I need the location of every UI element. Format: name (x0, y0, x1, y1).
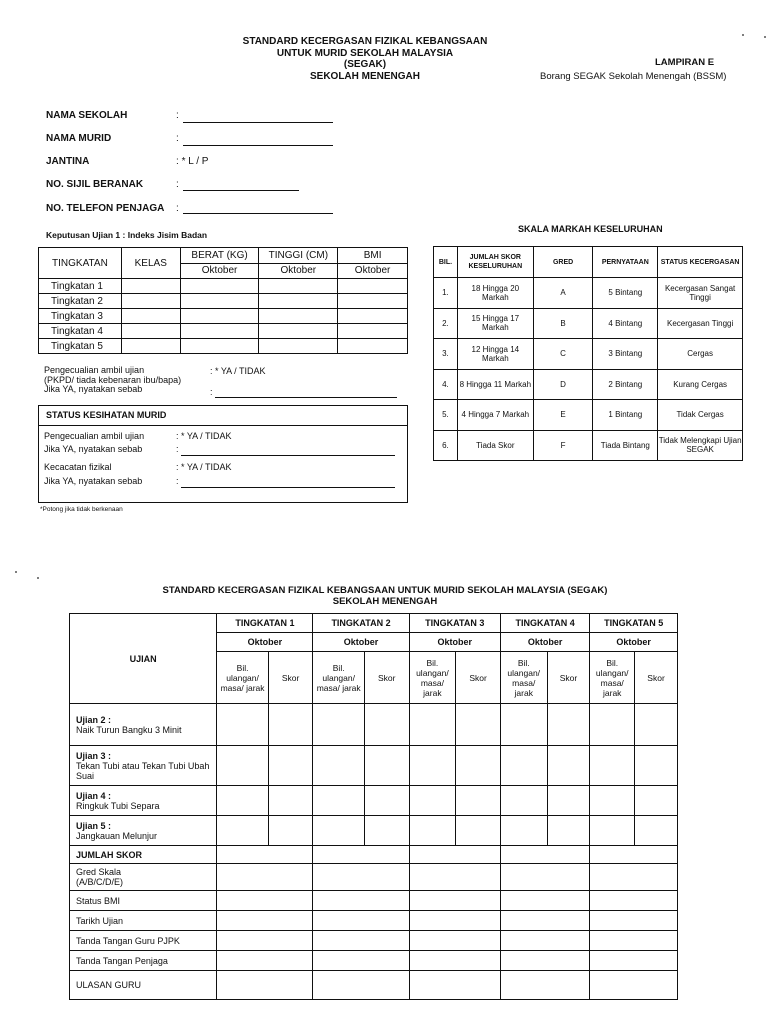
bil: 2. (434, 308, 458, 339)
bmi-cell[interactable] (338, 339, 408, 354)
status-kecergasan: Kecergasan Sangat Tinggi (658, 278, 743, 309)
pernyataan: Tiada Bintang (593, 430, 658, 461)
gred: C (533, 339, 593, 370)
bil-header: Bil. ulangan/ masa/ jarak (590, 652, 635, 704)
kecacatan-sebab-field[interactable] (181, 487, 395, 488)
skala-table (433, 246, 743, 461)
score-cell[interactable] (217, 816, 268, 846)
pengecualian-reason-label: Jika YA, nyatakan sebab (44, 384, 143, 394)
test-label (70, 746, 217, 786)
subheader-oktober: Oktober (180, 263, 259, 279)
tinggi-cell[interactable] (259, 309, 338, 324)
skor-header: Skor (547, 652, 590, 704)
gred: D (533, 369, 593, 400)
test-label (70, 816, 217, 846)
divider (38, 425, 408, 426)
table-row (39, 294, 408, 309)
bil: 6. (434, 430, 458, 461)
summary-cell[interactable] (590, 951, 678, 971)
score-cell[interactable] (456, 816, 501, 846)
month-header: Oktober (409, 633, 500, 652)
score-cell[interactable] (635, 786, 678, 816)
score-cell[interactable] (500, 786, 547, 816)
tingkatan-label: Tingkatan 2 (39, 294, 122, 309)
score-cell[interactable] (217, 704, 268, 746)
tarikh-ujian-label: Tarikh Ujian (70, 911, 217, 931)
month-header: Oktober (590, 633, 678, 652)
tingkatan-header: TINGKATAN 5 (590, 614, 678, 633)
status-bmi-label: Status BMI (70, 891, 217, 911)
bmi-cell[interactable] (338, 279, 408, 294)
table-row (39, 339, 408, 354)
bil: 3. (434, 339, 458, 370)
summary-cell[interactable] (409, 891, 500, 911)
ujian1-caption: Keputusan Ujian 1 : Indeks Jisim Badan (46, 230, 208, 240)
score-cell[interactable] (409, 786, 456, 816)
summary-row (70, 951, 678, 971)
summary-cell[interactable] (409, 911, 500, 931)
form-title-line: (SEGAK) (343, 59, 387, 70)
berat-cell[interactable] (180, 309, 259, 324)
jumlah-skor: 8 Hingga 11 Markah (457, 369, 533, 400)
test-title: Ujian 4 : (76, 790, 112, 801)
bil: 4. (434, 369, 458, 400)
field-colon: : (176, 179, 179, 190)
summary-cell[interactable] (500, 951, 589, 971)
form-title (200, 36, 530, 82)
ulasan-guru-label: ULASAN GURU (70, 971, 217, 1000)
pernyataan: 2 Bintang (593, 369, 658, 400)
score-cell[interactable] (547, 704, 590, 746)
skala-header-jumlah: JUMLAH SKOR KESELURUHAN (457, 247, 533, 278)
score-cell[interactable] (500, 746, 547, 786)
test-title: Ujian 2 : (76, 714, 112, 725)
summary-cell[interactable] (313, 864, 409, 891)
jumlah-skor-label: JUMLAH SKOR (70, 846, 217, 864)
subheader-oktober: Oktober (338, 263, 408, 279)
summary-cell[interactable] (313, 931, 409, 951)
nama-sekolah-field[interactable] (183, 122, 333, 123)
table-row (434, 339, 743, 370)
test-desc: Ringkuk Tubi Separa (76, 800, 160, 811)
score-cell[interactable] (409, 704, 456, 746)
summary-cell[interactable] (500, 864, 589, 891)
summary-row (70, 971, 678, 1000)
score-cell[interactable] (635, 704, 678, 746)
reason-label: Jika YA, nyatakan sebab (44, 444, 143, 454)
score-cell[interactable] (590, 704, 635, 746)
summary-row (70, 931, 678, 951)
jumlah-skor: 12 Hingga 14 Markah (457, 339, 533, 370)
bil-header: Bil. ulangan/ masa/ jarak (313, 652, 364, 704)
total-cell[interactable] (590, 846, 678, 864)
score-cell[interactable] (590, 786, 635, 816)
summary-cell[interactable] (313, 911, 409, 931)
skor-header: Skor (456, 652, 501, 704)
skor-header: Skor (364, 652, 409, 704)
col-header-bmi: BMI (338, 248, 408, 264)
jumlah-skor: 15 Hingga 17 Markah (457, 308, 533, 339)
summary-cell[interactable] (500, 931, 589, 951)
bil-header: Bil. ulangan/ masa/ jarak (217, 652, 268, 704)
jumlah-skor: 18 Hingga 20 Markah (457, 278, 533, 309)
test-desc: Naik Turun Bangku 3 Minit (76, 724, 182, 735)
jantina-label: JANTINA (46, 156, 90, 167)
reason-label: Jika YA, nyatakan sebab (44, 476, 143, 486)
field-colon: : (176, 203, 179, 214)
no-telefon-penjaga-field[interactable] (183, 213, 333, 214)
status-kecergasan: Cergas (658, 339, 743, 370)
score-cell[interactable] (313, 816, 364, 846)
total-cell[interactable] (313, 846, 409, 864)
gred: F (533, 430, 593, 461)
score-cell[interactable] (635, 746, 678, 786)
score-cell[interactable] (313, 746, 364, 786)
pengecualian-label: Pengecualian ambil ujian (44, 365, 145, 375)
field-colon: : (176, 133, 179, 144)
summary-cell[interactable] (217, 931, 313, 951)
summary-cell[interactable] (217, 971, 313, 1000)
summary-row (70, 864, 678, 891)
score-cell[interactable] (364, 704, 409, 746)
status-kesihatan-title: STATUS KESIHATAN MURID (46, 410, 167, 420)
nama-murid-field[interactable] (183, 145, 333, 146)
subheader-oktober: Oktober (259, 263, 338, 279)
table-row (434, 430, 743, 461)
summary-cell[interactable] (217, 911, 313, 931)
status-kecergasan: Kurang Cergas (658, 369, 743, 400)
tinggi-cell[interactable] (259, 339, 338, 354)
skala-header-gred: GRED (533, 247, 593, 278)
score-cell[interactable] (268, 704, 313, 746)
field-colon: : (176, 444, 179, 454)
jumlah-skor: Tiada Skor (457, 430, 533, 461)
summary-cell[interactable] (590, 891, 678, 911)
skor-header: Skor (635, 652, 678, 704)
total-cell[interactable] (217, 846, 313, 864)
score-cell[interactable] (268, 786, 313, 816)
summary-cell[interactable] (409, 951, 500, 971)
kecacatan-fizikal-label: Kecacatan fizikal (44, 462, 112, 472)
kelas-cell[interactable] (121, 339, 180, 354)
tingkatan-header: TINGKATAN 1 (217, 614, 313, 633)
summary-cell[interactable] (217, 864, 313, 891)
bil-header: Bil. ulangan/ masa/ jarak (409, 652, 456, 704)
main-title-line: STANDARD KECERGASAN FIZIKAL KEBANGSAAN UNTUK MURID SEKOLAH MALAYSIA (SEGAK) (162, 585, 608, 596)
score-cell[interactable] (313, 786, 364, 816)
table-row (39, 279, 408, 294)
score-cell[interactable] (364, 746, 409, 786)
table-row (434, 400, 743, 431)
kelas-cell[interactable] (121, 279, 180, 294)
bmi-cell[interactable] (338, 324, 408, 339)
summary-cell[interactable] (590, 931, 678, 951)
summary-cell[interactable] (500, 971, 589, 1000)
scan-speck (764, 36, 766, 38)
pernyataan: 4 Bintang (593, 308, 658, 339)
test-desc: Jangkauan Melunjur (76, 830, 158, 841)
score-cell[interactable] (268, 746, 313, 786)
berat-cell[interactable] (180, 324, 259, 339)
pengecualian-reason-field[interactable] (215, 397, 397, 398)
pengecualian-sebab-field[interactable] (181, 455, 395, 456)
scan-speck (37, 577, 39, 579)
status-kecergasan: Kecergasan Tinggi (658, 308, 743, 339)
tanda-tangan-guru-label: Tanda Tangan Guru PJPK (70, 931, 217, 951)
score-cell[interactable] (590, 816, 635, 846)
score-cell[interactable] (313, 704, 364, 746)
ujian-header: UJIAN (70, 614, 217, 704)
skala-header-bil: BIL. (434, 247, 458, 278)
bil: 5. (434, 400, 458, 431)
gred-skala-label: Gred Skala (A/B/C/D/E) (70, 864, 217, 891)
field-colon: : (176, 110, 179, 121)
month-header: Oktober (500, 633, 589, 652)
score-cell[interactable] (547, 816, 590, 846)
kelas-cell[interactable] (121, 324, 180, 339)
pernyataan: 3 Bintang (593, 339, 658, 370)
test-row (70, 746, 678, 786)
score-cell[interactable] (364, 786, 409, 816)
form-title-line: STANDARD KECERGASAN FIZIKAL KEBANGSAAN (242, 36, 488, 47)
score-cell[interactable] (364, 816, 409, 846)
summary-cell[interactable] (217, 951, 313, 971)
test-desc: Tekan Tubi atau Tekan Tubi Ubah Suai (76, 760, 210, 781)
jumlah-skor: 4 Hingga 7 Markah (457, 400, 533, 431)
pernyataan: 5 Bintang (593, 278, 658, 309)
month-header: Oktober (217, 633, 313, 652)
summary-cell[interactable] (313, 971, 409, 1000)
score-cell[interactable] (217, 786, 268, 816)
lampiran-label: LAMPIRAN E (655, 57, 715, 68)
test-row (70, 704, 678, 746)
test-label (70, 786, 217, 816)
pernyataan: 1 Bintang (593, 400, 658, 431)
nama-sekolah-label: NAMA SEKOLAH (46, 110, 128, 121)
total-cell[interactable] (500, 846, 589, 864)
skala-header-pernyataan: PERNYATAAN (593, 247, 658, 278)
summary-cell[interactable] (500, 911, 589, 931)
tinggi-cell[interactable] (259, 279, 338, 294)
bmi-cell[interactable] (338, 309, 408, 324)
test-row (70, 816, 678, 846)
no-sijil-beranak-field[interactable] (183, 190, 299, 191)
table-row (434, 278, 743, 309)
score-cell[interactable] (635, 816, 678, 846)
status-kecergasan: Tidak Cergas (658, 400, 743, 431)
berat-cell[interactable] (180, 339, 259, 354)
pengecualian-note: (PKPD/ tiada kebenaran ibu/bapa) (44, 374, 182, 385)
total-cell[interactable] (409, 846, 500, 864)
table-row (39, 324, 408, 339)
form-title-line: UNTUK MURID SEKOLAH MALAYSIA (276, 47, 454, 59)
gred: E (533, 400, 593, 431)
tingkatan-header: TINGKATAN 4 (500, 614, 589, 633)
status-kecergasan: Tidak Melengkapi Ujian SEGAK (658, 430, 743, 461)
skala-header-status: STATUS KECERGASAN (658, 247, 743, 278)
tingkatan-header: TINGKATAN 3 (409, 614, 500, 633)
table-row (39, 309, 408, 324)
borang-label: Borang SEGAK Sekolah Menengah (BSSM) (540, 71, 727, 82)
test-title: Ujian 5 : (76, 820, 112, 831)
score-cell[interactable] (456, 704, 501, 746)
berat-cell[interactable] (180, 294, 259, 309)
score-cell[interactable] (409, 816, 456, 846)
no-sijil-beranak-label: NO. SIJIL BERANAK (46, 179, 144, 190)
score-cell[interactable] (500, 816, 547, 846)
summary-cell[interactable] (409, 971, 500, 1000)
field-colon: : (176, 156, 179, 167)
summary-cell[interactable] (590, 864, 678, 891)
scan-speck (15, 571, 17, 573)
score-cell[interactable] (456, 786, 501, 816)
summary-cell[interactable] (409, 931, 500, 951)
nama-murid-label: NAMA MURID (46, 133, 112, 144)
berat-cell[interactable] (180, 279, 259, 294)
summary-cell[interactable] (217, 891, 313, 911)
score-cell[interactable] (268, 816, 313, 846)
scan-speck (742, 34, 744, 36)
gred: B (533, 308, 593, 339)
score-cell[interactable] (590, 746, 635, 786)
summary-cell[interactable] (313, 951, 409, 971)
table-row (434, 308, 743, 339)
score-cell[interactable] (547, 746, 590, 786)
score-cell[interactable] (456, 746, 501, 786)
bil-header: Bil. ulangan/ masa/ jarak (500, 652, 547, 704)
bmi-cell[interactable] (338, 294, 408, 309)
tingkatan-label: Tingkatan 4 (39, 324, 122, 339)
test-label (70, 704, 217, 746)
col-header-kelas: KELAS (121, 248, 180, 279)
no-telefon-penjaga-label: NO. TELEFON PENJAGA (46, 203, 165, 214)
score-cell[interactable] (409, 746, 456, 786)
segak-score-table (69, 613, 678, 1000)
skor-header: Skor (268, 652, 313, 704)
pengecualian-ujian-value[interactable]: : * YA / TIDAK (176, 431, 232, 441)
kecacatan-fizikal-value[interactable]: : * YA / TIDAK (176, 462, 232, 472)
pengecualian-value[interactable]: : * YA / TIDAK (210, 366, 266, 376)
bil: 1. (434, 278, 458, 309)
summary-row (70, 911, 678, 931)
col-header-tingkatan: TINGKATAN (39, 248, 122, 279)
kelas-cell[interactable] (121, 294, 180, 309)
kelas-cell[interactable] (121, 309, 180, 324)
main-title-line: SEKOLAH MENENGAH (332, 596, 438, 607)
bmi-table (38, 247, 408, 354)
summary-cell[interactable] (500, 891, 589, 911)
col-header-tinggi: TINGGI (CM) (259, 248, 338, 264)
summary-row (70, 891, 678, 911)
tingkatan-label: Tingkatan 5 (39, 339, 122, 354)
test-title: Ujian 3 : (76, 750, 112, 761)
form-title-line: SEKOLAH MENENGAH (309, 70, 420, 82)
tingkatan-label: Tingkatan 3 (39, 309, 122, 324)
summary-cell[interactable] (313, 891, 409, 911)
main-title (100, 585, 670, 607)
jantina-value: * L / P (181, 156, 209, 167)
summary-cell[interactable] (590, 971, 678, 1000)
field-colon: : (210, 387, 213, 397)
score-cell[interactable] (500, 704, 547, 746)
pengecualian-block (44, 366, 181, 395)
score-cell[interactable] (547, 786, 590, 816)
gred: A (533, 278, 593, 309)
pengecualian-ujian-label: Pengecualian ambil ujian (44, 431, 145, 441)
skala-title: SKALA MARKAH KESELURUHAN (518, 224, 663, 234)
jantina-field[interactable] (176, 156, 208, 167)
footnote: *Potong jika tidak berkenaan (40, 506, 123, 513)
score-cell[interactable] (217, 746, 268, 786)
total-row (70, 846, 678, 864)
summary-cell[interactable] (590, 911, 678, 931)
tingkatan-label: Tingkatan 1 (39, 279, 122, 294)
col-header-berat: BERAT (KG) (180, 248, 259, 264)
tingkatan-header: TINGKATAN 2 (313, 614, 409, 633)
test-row (70, 786, 678, 816)
month-header: Oktober (313, 633, 409, 652)
tinggi-cell[interactable] (259, 294, 338, 309)
field-colon: : (176, 476, 179, 486)
table-row (434, 369, 743, 400)
tanda-tangan-penjaga-label: Tanda Tangan Penjaga (70, 951, 217, 971)
tinggi-cell[interactable] (259, 324, 338, 339)
summary-cell[interactable] (409, 864, 500, 891)
